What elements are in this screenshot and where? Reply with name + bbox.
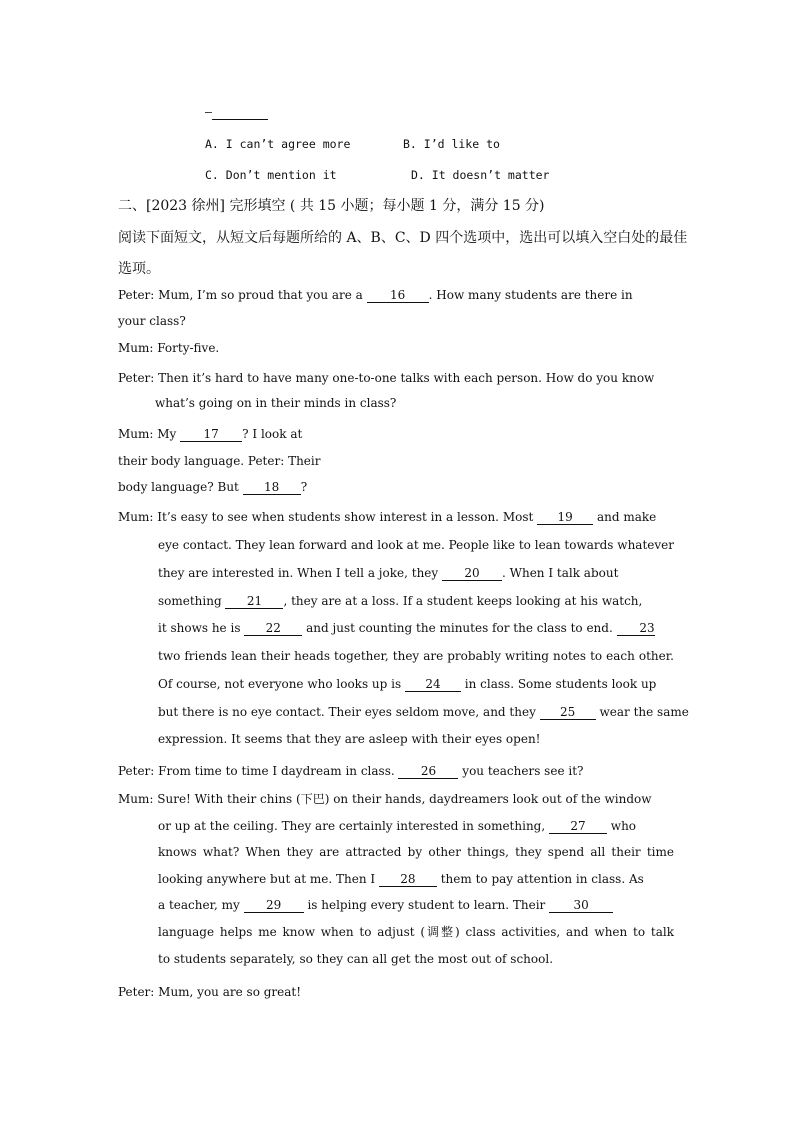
instruction-line-1: 阅读下面短文，从短文后每题所给的 A、B、C、D 四个选项中，选出可以填入空白处的最佳 (118, 230, 688, 246)
text: them to pay attention in class. As (436, 872, 644, 886)
passage-line: Mum: Sure! With their chins (下巴) on their hands, daydreamers look out of the window (118, 792, 652, 806)
instruction-line-2: 选项。 (118, 261, 160, 277)
text: Peter: Mum, I’m so proud that you are a (118, 288, 367, 302)
option-d: D. It doesn’t matter (411, 168, 550, 182)
passage-line: your class? (118, 314, 186, 328)
text: you teachers see it? (458, 764, 584, 778)
blank-21: 21 (225, 595, 283, 609)
blank-22: 22 (244, 622, 302, 636)
text: ? I look at (242, 427, 303, 441)
passage-line (158, 819, 636, 834)
blank-28: 28 (379, 873, 437, 887)
blank-17: 17 (180, 428, 242, 442)
passage-line (158, 705, 689, 720)
text: body language? But (118, 480, 243, 494)
blank-25: 25 (540, 706, 596, 720)
passage-line: eye contact. They lean forward and look at me. People like to lean towards whatever (158, 538, 674, 552)
passage-line (158, 594, 642, 609)
option-b: B. I’d like to (403, 137, 500, 151)
passage-line (158, 677, 656, 692)
blank-27: 27 (549, 820, 607, 834)
text: or up at the ceiling. They are certainly interested in something, (158, 819, 549, 833)
text: something (158, 594, 226, 608)
passage-line: language helps me know when to adjust (调整) class activities, and when to talk (158, 925, 674, 939)
text: in class. Some students look up (460, 677, 657, 691)
answer-blank (212, 106, 268, 120)
text: Mum: It’s easy to see when students show interest in a lesson. Most (118, 510, 538, 524)
blank-23: 23 (617, 622, 655, 636)
passage-line: two friends lean their heads together, they are probably writing notes to each other. (158, 649, 674, 663)
dash: — (205, 105, 212, 119)
blank-29: 29 (244, 899, 304, 913)
blank-24: 24 (405, 678, 461, 692)
text: Of course, not everyone who looks up is (158, 677, 405, 691)
text: Mum: My (118, 427, 181, 441)
passage-line (158, 872, 644, 887)
blank-18: 18 (243, 481, 301, 495)
passage-line: Peter: Then it’s hard to have many one-to-one talks with each person. How do you know (118, 371, 655, 385)
text: wear the same (595, 705, 689, 719)
text: and just counting the minutes for the class to end. (302, 621, 617, 635)
passage-line: to students separately, so they can all get the most out of school. (158, 952, 554, 966)
blank-20: 20 (442, 567, 502, 581)
text: it shows he is (158, 621, 245, 635)
passage-line (118, 480, 307, 495)
blank-19: 19 (537, 511, 593, 525)
passage-line: what’s going on in their minds in class? (155, 396, 397, 410)
passage-line (118, 288, 633, 303)
passage-line (118, 427, 302, 442)
text: a teacher, my (158, 898, 244, 912)
passage-line: Mum: Forty-five. (118, 341, 220, 355)
passage-line (118, 510, 656, 525)
answer-line (205, 105, 268, 120)
passage-line (158, 566, 618, 581)
text: looking anywhere but at me. Then I (158, 872, 379, 886)
text: . When I talk about (502, 566, 619, 580)
text: they are interested in. When I tell a joke, they (158, 566, 442, 580)
text: Peter: From time to time I daydream in class. (118, 764, 399, 778)
text: but there is no eye contact. Their eyes seldom move, and they (158, 705, 540, 719)
passage-line (158, 621, 655, 636)
section-heading: 二、[2023 徐州] 完形填空 ( 共 15 小题；每小题 1 分，满分 15 分) (118, 198, 545, 214)
option-c: C. Don’t mention it (205, 168, 337, 182)
text: is helping every student to learn. Their (303, 898, 550, 912)
text: ? (300, 480, 308, 494)
option-a: A. I can’t agree more (205, 137, 351, 151)
blank-26: 26 (398, 765, 458, 779)
passage-line (158, 898, 613, 913)
text: , they are at a loss. If a student keeps looking at his watch, (283, 594, 643, 608)
passage-line (118, 764, 583, 779)
passage-line: Peter: Mum, you are so great! (118, 985, 302, 999)
text: and make (593, 510, 657, 524)
passage-line: knows what? When they are attracted by other things, they spend all their time (158, 845, 674, 859)
blank-30: 30 (549, 899, 613, 913)
blank-16: 16 (367, 289, 429, 303)
passage-line: expression. It seems that they are asleep with their eyes open! (158, 732, 541, 746)
passage-line: their body language. Peter: Their (118, 454, 321, 468)
text: . How many students are there in (428, 288, 633, 302)
text: who (606, 819, 637, 833)
